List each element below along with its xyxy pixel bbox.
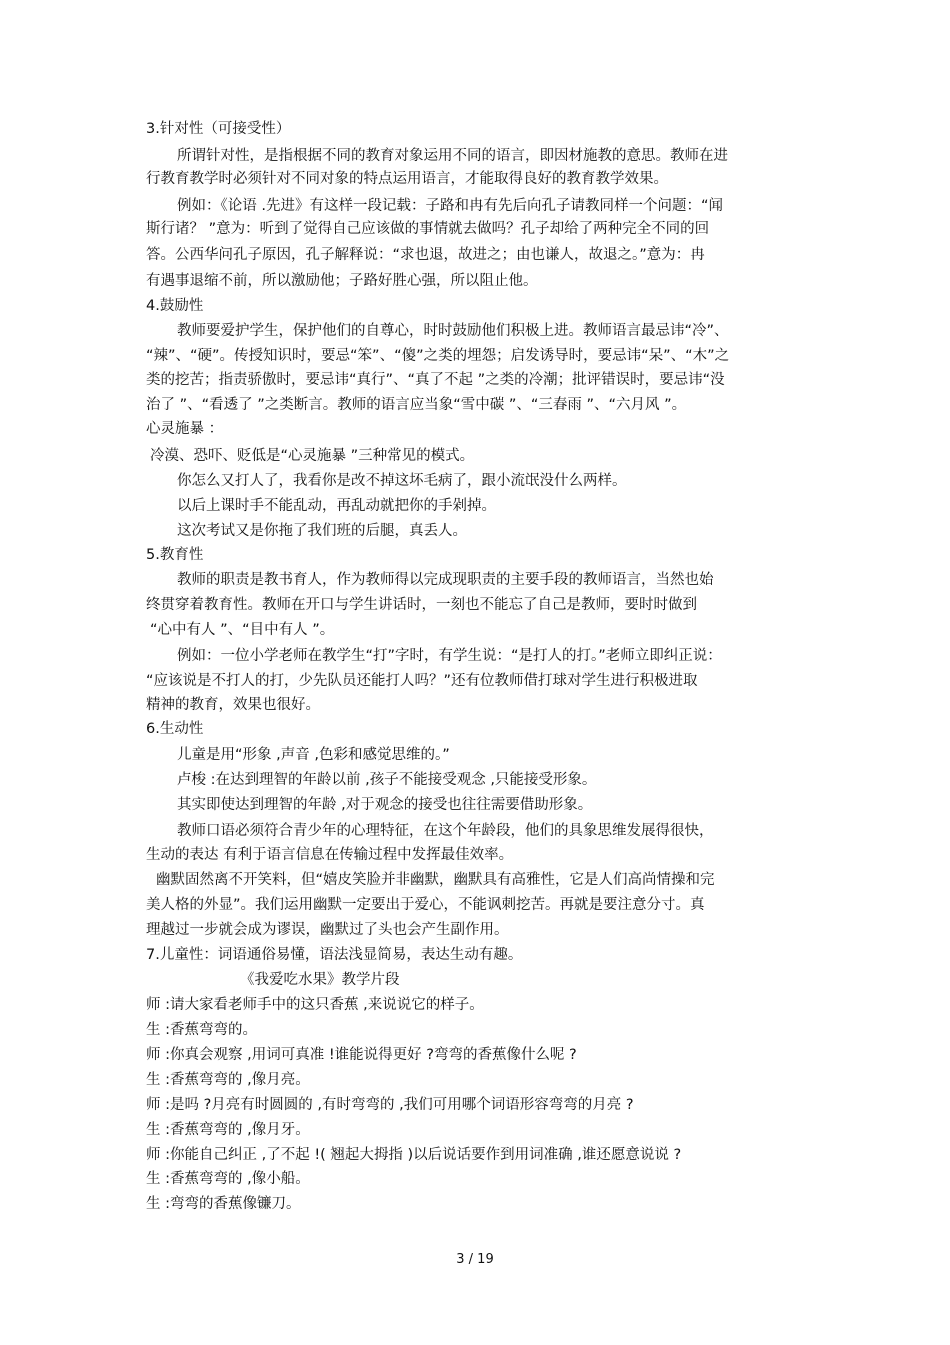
paragraph-line: 斯行诸？ ”意为：听到了觉得自己应该做的事情就去做吗？孔子却给了两种完全不同的回 xyxy=(146,221,710,237)
paragraph-line: 例如：一位小学老师在教学生“打”字时，有学生说：“是打人的打。”老师立即纠正说： xyxy=(177,648,722,664)
dialogue-line: 师 :请大家看老师手中的这只香蕉 ,来说说它的样子。 xyxy=(146,997,484,1013)
dialogue-line: 生 :香蕉弯弯的 ,像月牙。 xyxy=(146,1122,310,1138)
paragraph-line: 教师要爱护学生，保护他们的自尊心，时时鼓励他们积极上进。教师语言最忌讳“冷”、 xyxy=(177,323,729,339)
paragraph-line: 美人格的外显”。我们运用幽默一定要出于爱心，不能讽刺挖苦。再就是要注意分寸。真 xyxy=(146,897,705,913)
paragraph-line: 行教育教学时必须针对不同对象的特点运用语言，才能取得良好的教育教学效果。 xyxy=(146,171,668,187)
paragraph-line: “应该说是不打人的打，少先队员还能打人吗？”还有位教师借打球对学生进行积极进取 xyxy=(146,673,698,689)
dialogue-line: 生 :香蕉弯弯的。 xyxy=(146,1022,257,1038)
paragraph-line: 生动的表达 有利于语言信息在传输过程中发挥最佳效率。 xyxy=(146,847,514,863)
paragraph-line: 理越过一步就会成为谬误，幽默过了头也会产生副作用。 xyxy=(146,922,509,938)
dialogue-line: 师 :你能自己纠正 ,了不起 !( 翘起大拇指 )以后说话要作到用词准确 ,谁还愿意说说 ? xyxy=(146,1147,682,1163)
paragraph-line: 教师的职责是教书育人，作为教师得以完成现职责的主要手段的教师语言，当然也始 xyxy=(177,572,714,588)
heading-7: 7.儿童性：词语通俗易懂，语法浅显简易，表达生动有趣。 xyxy=(146,947,523,963)
dialogue-line: 生 :香蕉弯弯的 ,像月亮。 xyxy=(146,1072,310,1088)
paragraph-line: 终贯穿着教育性。教师在开口与学生讲话时，一刻也不能忘了自己是教师，要时时做到 xyxy=(146,597,697,613)
paragraph-line: 其实即使达到理智的年龄 ,对于观念的接受也往往需要借助形象。 xyxy=(177,797,593,813)
paragraph-line: 类的挖苦；指责骄傲时，要忌讳“真行”、“真了不起 ”之类的冷潮；批评错误时，要忌讳“没 xyxy=(146,372,725,388)
subheading: 心灵施暴 ： xyxy=(146,421,224,437)
paragraph-line: 儿童是用“形象 ,声音 ,色彩和感觉思维的。” xyxy=(177,747,450,763)
heading-3: 3.针对性（可接受性） xyxy=(146,121,291,137)
page-number: 3 / 19 xyxy=(456,1252,494,1267)
heading-6: 6.生动性 xyxy=(146,721,204,737)
dialogue-line: 师 :你真会观察 ,用词可真准 !谁能说得更好 ?弯弯的香蕉像什么呢 ? xyxy=(146,1047,577,1063)
paragraph-line: 答。公西华问孔子原因，孔子解释说：“求也退，故进之；由也谦人，故退之。”意为：冉 xyxy=(146,247,705,263)
paragraph-line: 这次考试又是你拖了我们班的后腿，真丢人。 xyxy=(177,523,467,539)
paragraph-line: 所谓针对性，是指根据不同的教育对象运用不同的语言，即因材施教的意思。教师在进 xyxy=(177,148,728,164)
lesson-title: 《我爱吃水果》教学片段 xyxy=(240,972,400,988)
paragraph-line: 治了 ”、“看透了 ”之类断言。教师的语言应当象“雪中碳 ”、“三春雨 ”、“六月风 ”。 xyxy=(146,397,687,413)
paragraph-line: 卢梭 :在达到理智的年龄以前 ,孩子不能接受观念 ,只能接受形象。 xyxy=(177,772,597,788)
paragraph-line: 你怎么又打人了，我看你是改不掉这坏毛病了，跟小流氓没什么两样。 xyxy=(177,473,627,489)
paragraph-line: 教师口语必须符合青少年的心理特征，在这个年龄段，他们的具象思维发展得很快， xyxy=(177,823,714,839)
paragraph-line: 精神的教育，效果也很好。 xyxy=(146,697,320,713)
paragraph-line: 有遇事退缩不前，所以激励他；子路好胜心强，所以阻止他。 xyxy=(146,273,538,289)
paragraph-line: “辣”、“硬”。传授知识时，要忌“笨”、“傻”之类的埋怨；启发诱导时，要忌讳“呆”、“木”之 xyxy=(146,348,730,364)
paragraph-line: 冷漠、恐吓、贬低是“心灵施暴 ”三种常见的模式。 xyxy=(150,448,475,464)
paragraph-line: 以后上课时手不能乱动，再乱动就把你的手剁掉。 xyxy=(177,498,496,514)
paragraph-line: “心中有人 ”、“目中有人 ”。 xyxy=(150,622,335,638)
dialogue-line: 生 :弯弯的香蕉像镰刀。 xyxy=(146,1196,301,1212)
paragraph-line: 例如：《论语 .先进》有这样一段记载：子路和冉有先后向孔子请教同样一个问题：“闻 xyxy=(177,198,723,214)
dialogue-line: 生 :香蕉弯弯的 ,像小船。 xyxy=(146,1171,310,1187)
dialogue-line: 师 :是吗 ?月亮有时圆圆的 ,有时弯弯的 ,我们可用哪个词语形容弯弯的月亮 ? xyxy=(146,1097,634,1113)
heading-4: 4.鼓励性 xyxy=(146,298,204,314)
heading-5: 5.教育性 xyxy=(146,547,204,563)
paragraph-line: 幽默固然离不开笑料，但“嬉皮笑脸并非幽默，幽默具有高雅性，它是人们高尚情操和完 xyxy=(156,872,715,888)
